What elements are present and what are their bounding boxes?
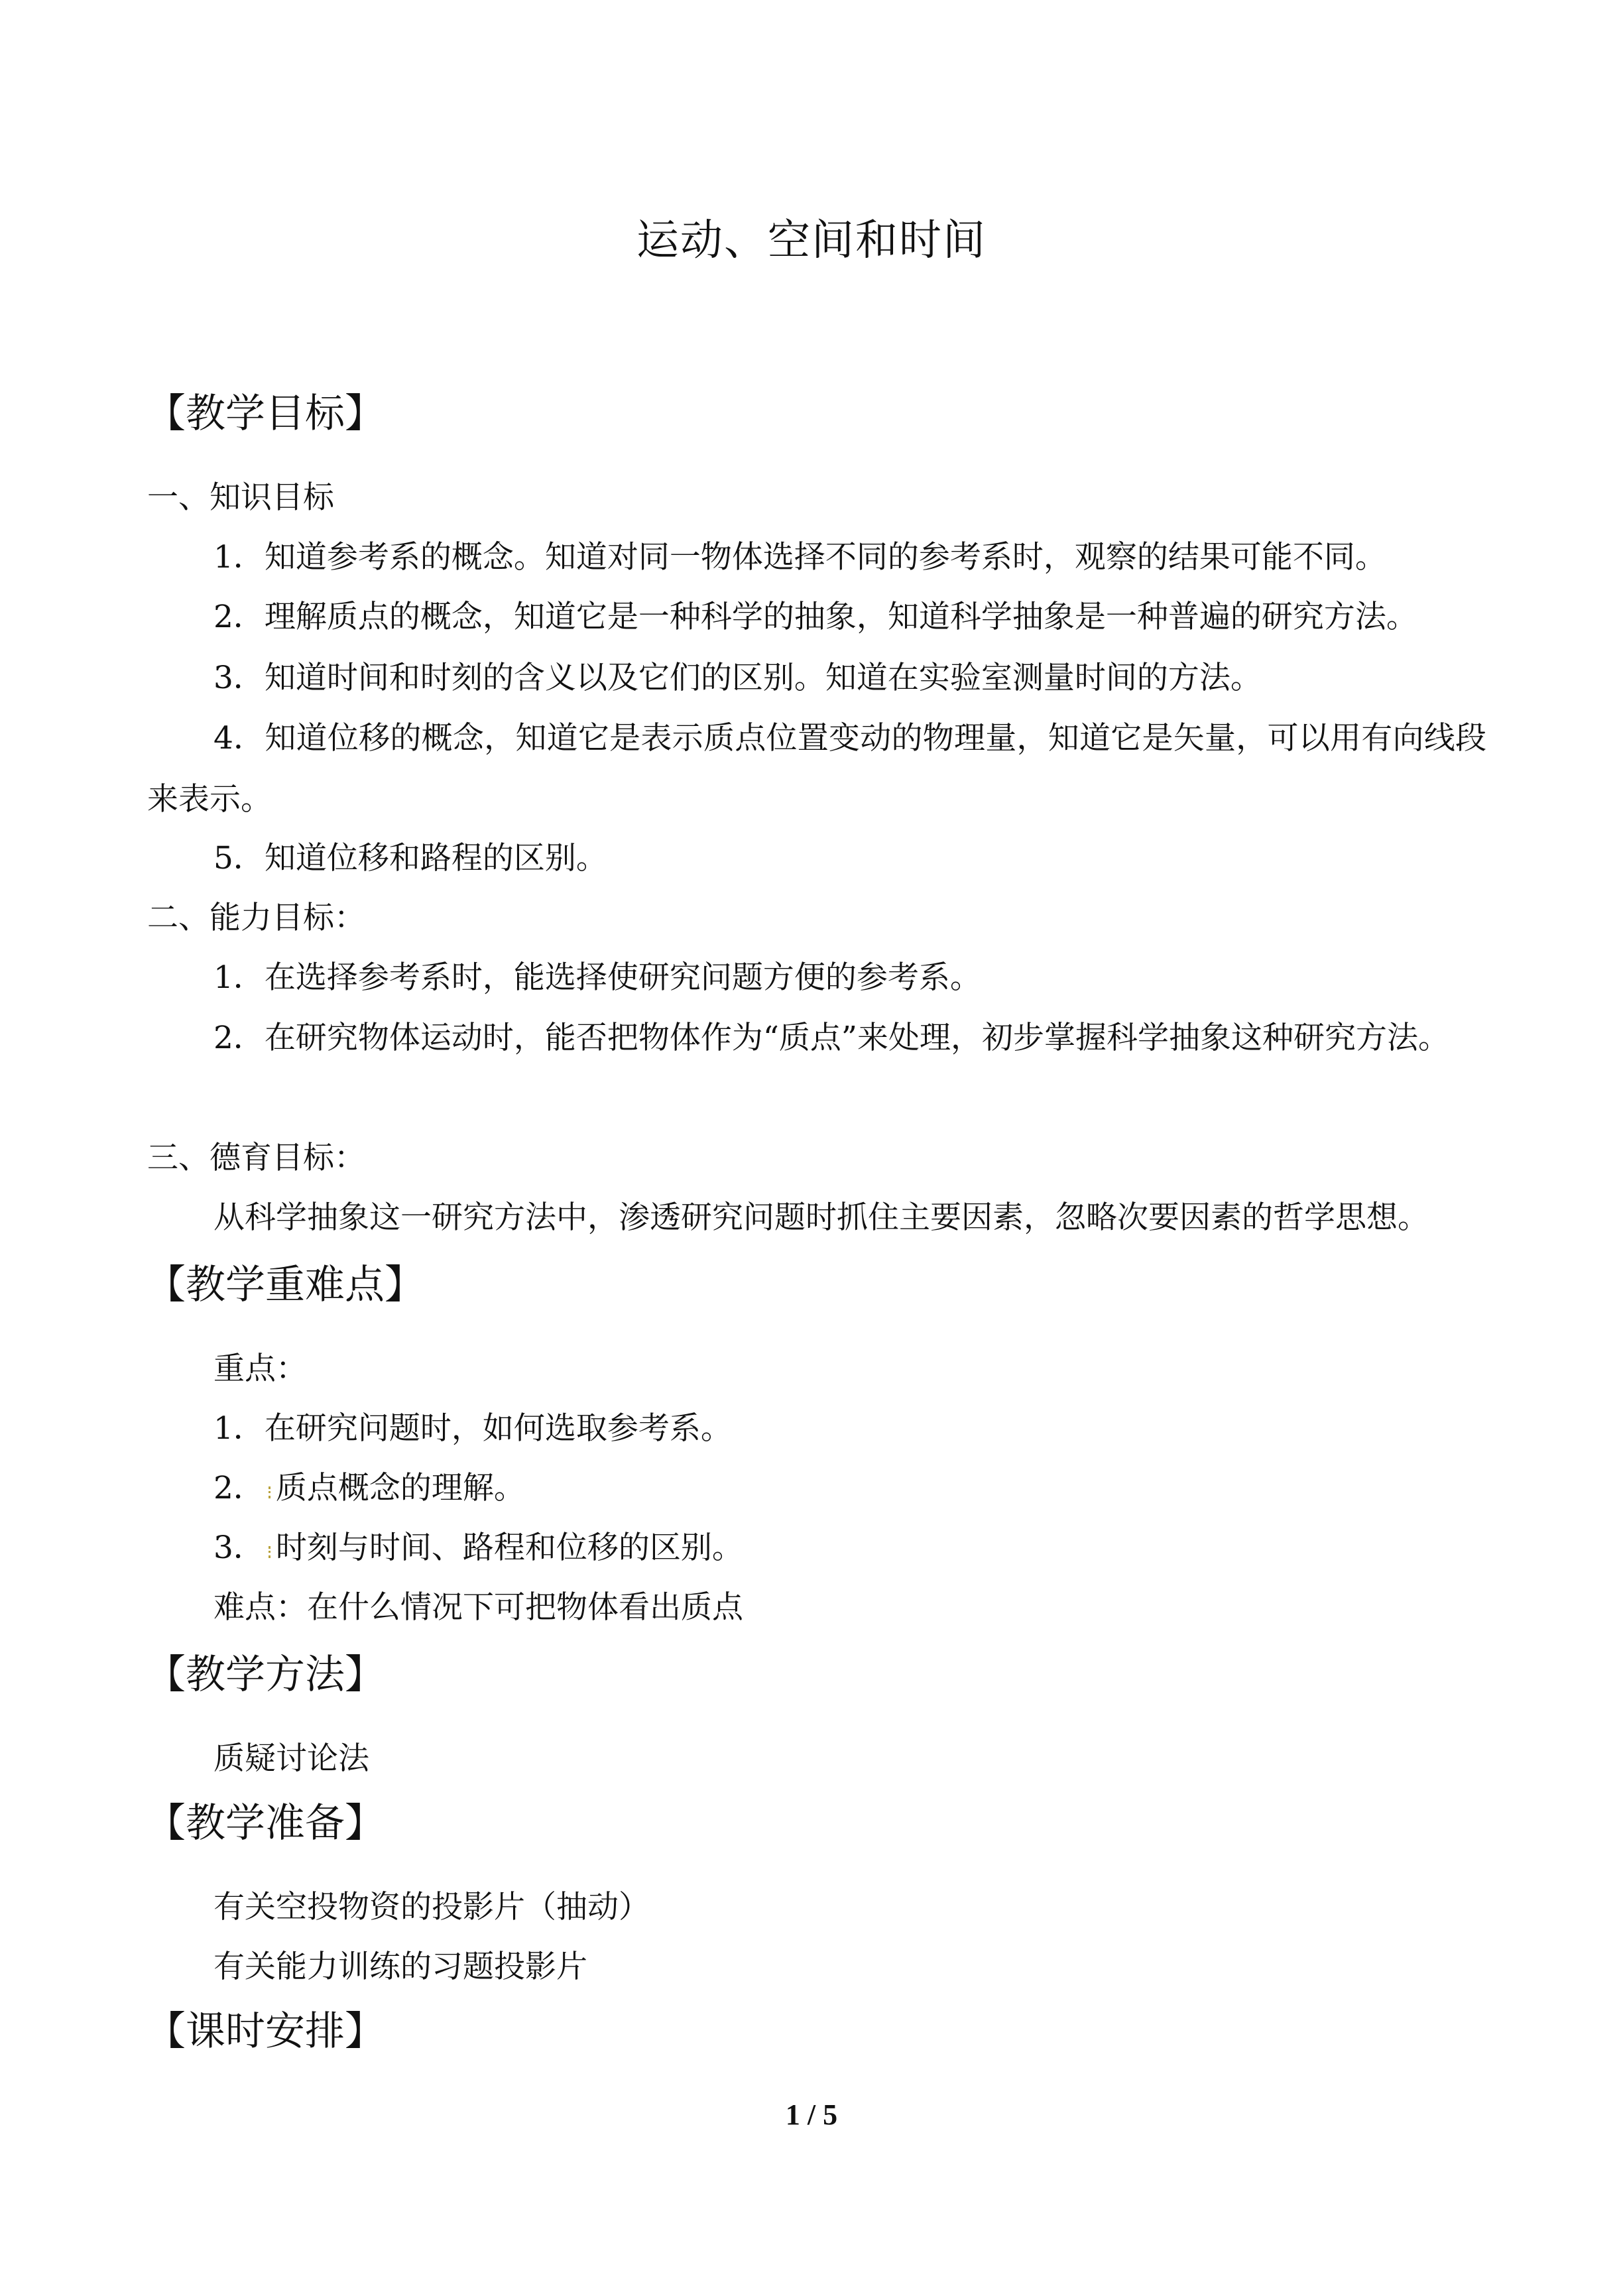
ability-objectives-label: 二、能力目标： (147, 900, 365, 936)
key-point-2-text: 质点概念的理解。 (275, 1470, 525, 1506)
key-point-1: 1．在研究问题时，如何选取参考系。 (213, 1410, 732, 1447)
revision-mark (269, 1546, 274, 1558)
preparation-item-2: 有关能力训练的习题投影片 (213, 1949, 587, 1985)
key-points-label: 重点： (213, 1351, 307, 1387)
moral-objectives-text: 从科学抽象这一研究方法中，渗透研究问题时抓住主要因素，忽略次要因素的哲学思想。 (213, 1199, 1429, 1236)
key-point-3 (213, 1526, 743, 1570)
heading-key-points: 【教学重难点】 (146, 1262, 424, 1308)
heading-class-schedule: 【课时安排】 (146, 2008, 385, 2055)
key-point-3-number: 3． (213, 1530, 265, 1566)
revision-mark (269, 1486, 274, 1498)
knowledge-item-3: 3．知道时间和时刻的含义以及它们的区别。知道在实验室测量时间的方法。 (213, 660, 1262, 696)
ability-item-1: 1．在选择参考系时，能选择使研究问题方便的参考系。 (213, 959, 981, 996)
knowledge-item-5: 5．知道位移和路程的区别。 (213, 840, 607, 876)
difficulty-point: 难点：在什么情况下可把物体看出质点 (213, 1589, 743, 1626)
document-title: 运动、空间和时间 (636, 216, 987, 265)
preparation-item-1: 有关空投物资的投影片（抽动） (213, 1889, 650, 1925)
key-point-3-text: 时刻与时间、路程和位移的区别。 (275, 1530, 743, 1566)
moral-objectives-label: 三、德育目标： (147, 1140, 365, 1176)
knowledge-item-2: 2．理解质点的概念，知道它是一种科学的抽象，知道科学抽象是一种普遍的研究方法。 (213, 599, 1417, 635)
heading-teaching-objectives: 【教学目标】 (146, 391, 385, 437)
knowledge-item-1: 1．知道参考系的概念。知道对同一物体选择不同的参考系时，观察的结果可能不同。 (213, 539, 1386, 575)
key-point-2 (213, 1467, 525, 1510)
key-point-2-number: 2． (213, 1470, 265, 1506)
teaching-method-text: 质疑讨论法 (213, 1740, 369, 1777)
heading-teaching-preparation: 【教学准备】 (146, 1800, 385, 1846)
knowledge-item-4: 4．知道位移的概念，知道它是表示质点位置变动的物理量，知道它是矢量，可以用有向线段来表示。 (147, 720, 1486, 817)
page-number: 1 / 5 (785, 2098, 838, 2131)
heading-teaching-method: 【教学方法】 (146, 1652, 385, 1698)
ability-item-2: 2．在研究物体运动时，能否把物体作为“质点”来处理，初步掌握科学抽象这种研究方法。 (213, 1020, 1449, 1056)
knowledge-objectives-label: 一、知识目标 (147, 479, 334, 516)
